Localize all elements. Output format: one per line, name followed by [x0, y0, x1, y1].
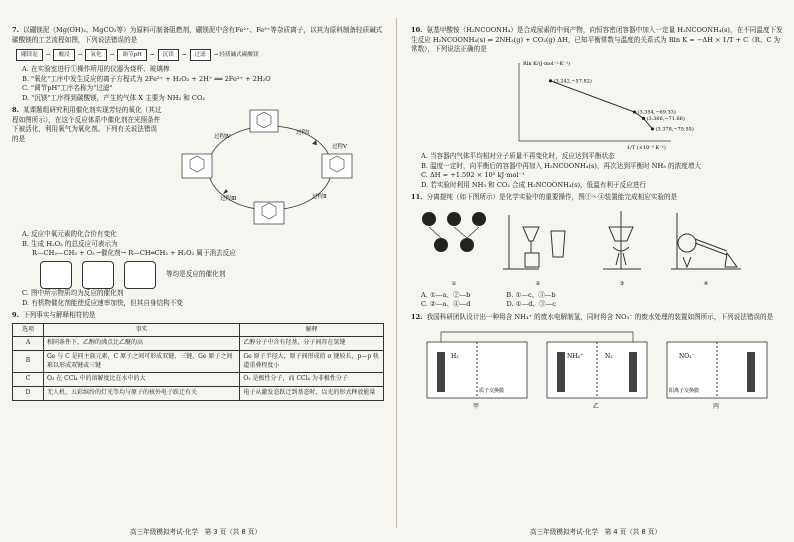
- data-point: [642, 116, 645, 119]
- table-header: 解释: [240, 323, 384, 337]
- apparatus-label: ②: [535, 281, 541, 288]
- data-point: [549, 79, 552, 82]
- cycle-label: 过程Ⅳ: [214, 134, 231, 141]
- option-b: B. 温度一定时，向平衡后的容器中再加入 H₂NCOONH₄(s)，再次达到平衡时 NH₃ 的浓度增大: [421, 161, 702, 170]
- table-row: [13, 351, 384, 373]
- apparatus-figures: [415, 207, 786, 289]
- membrane-label: 阳离子交换膜: [669, 388, 700, 395]
- apparatus-label: ①: [451, 281, 457, 288]
- option-d: D. ①—d、③—c: [506, 300, 556, 309]
- table-cell: Ge 原子半径大，原子间形成的 σ 键较长，p—p 轨道重叠程度小: [240, 351, 384, 373]
- table-cell: A: [13, 337, 44, 351]
- table-cell: C: [13, 373, 44, 387]
- cell-species-label: NO₃⁻: [679, 353, 695, 361]
- option-c: C. "调节pH"工序名称为"过滤": [22, 84, 113, 93]
- data-point: [651, 127, 654, 130]
- structure-image: [40, 261, 72, 289]
- question-9: [12, 311, 387, 321]
- catalyst-structures-row: [40, 261, 387, 289]
- option-b: B. ①—c、③—b: [506, 290, 556, 299]
- option-c: C. ΔH = +1.592 × 10⁵ kJ·mol⁻¹: [421, 171, 525, 180]
- option-b: B. "氧化"工序中发生反应的离子方程式为 2Fe²⁺ + H₂O₂ + 2H⁺ ══ 2Fe³⁺ + 2H₂O: [22, 74, 271, 83]
- option-c: C. 图中所示物质均为反应的催化剂: [22, 289, 124, 298]
- flow-step: 沉镁: [158, 49, 179, 61]
- x-axis-label: 1/T (×10⁻³ K⁻¹): [627, 144, 666, 151]
- cell-species-label: H₂: [451, 353, 459, 361]
- catalyst-structure-bottom: [254, 202, 284, 224]
- process-flow-diagram: 硼镁泥 → 酸浸 → 氧化 → 调节pH → 沉镁 → 过滤 → 轻质碱式碳酸镁: [14, 49, 387, 61]
- table-cell: 相同条件下，乙醇的沸点比乙醚的高: [44, 337, 240, 351]
- reaction-equation: R—CH₂—CH₃ + O₂ ─催化剂→ R—CH═CH₂ + H₂O₂ 属于消去反应: [32, 249, 236, 258]
- flow-step: 氧化: [85, 49, 106, 61]
- apparatus-3: [583, 207, 661, 289]
- flow-step: 酸浸: [53, 49, 74, 61]
- data-point-label: (3.378,−75.55): [655, 126, 694, 133]
- table-cell: D: [13, 387, 44, 401]
- apparatus-4: [667, 207, 745, 289]
- table-cell: O₃ 在 CCl₄ 中的溶解度比在水中的大: [44, 373, 240, 387]
- option-b: B. 生成 H₂O₂ 的总反应可表示为: [22, 239, 118, 248]
- question-number: 9.: [12, 311, 19, 320]
- options-row: [421, 291, 786, 301]
- membrane-label: 质子交换膜: [479, 388, 505, 395]
- option-a: A. ①—a、②—b: [421, 290, 471, 299]
- cycle-label: 过程Ⅲ: [220, 196, 237, 203]
- cycle-label: 过程Ⅰ: [296, 130, 310, 137]
- electrolysis-cell-diagram: [417, 328, 777, 410]
- cell-label: 甲: [473, 403, 480, 411]
- question-stem: 下列事实与解释相符的是: [23, 311, 96, 320]
- fact-explanation-table: [12, 323, 384, 401]
- catalyst-structure-right: [322, 154, 352, 178]
- electrode: [747, 352, 755, 392]
- option-a: A. 反应中氧元素的化合价有变化: [22, 230, 117, 239]
- apparatus-label: ③: [619, 281, 625, 288]
- electrode: [629, 352, 637, 392]
- question-11: [411, 193, 786, 203]
- table-header-row: [13, 323, 384, 337]
- option-d: D. "沉镁"工序得到碳酸镁，产生的气体 X 主要为 NH₃ 和 CO₂: [22, 93, 206, 102]
- question-8: [12, 106, 387, 228]
- flow-step: 硼镁泥: [16, 49, 43, 61]
- question-stem: 某课题组研究利用催化剂实现芳烃的氧化（其过程如图所示），在这个反应体系中催化剂在光照条件下被活化，利用氧气为氧化剂。下列有关说法错误的是: [12, 106, 162, 144]
- electrode: [557, 352, 565, 392]
- data-point-label: (3.354,−69.33): [637, 109, 676, 116]
- wire: [441, 332, 633, 342]
- apparatus-1: [415, 207, 493, 289]
- cell-species-label: NH₄⁺: [567, 353, 584, 361]
- electrode: [437, 352, 445, 392]
- flow-step: 过滤: [190, 49, 211, 61]
- catalyst-structure-left: [182, 154, 212, 178]
- question-stem: 氨基甲酸铵（H₂NCOONH₄）是合成尿素的中间产物，向恒容密闭容器中加入一定量 H₂NCOONH₄(s)，在不同温度下发生反应 H₂NCOONH₄(s) ⇌ 2NH₃(g) + CO₂(g) ΔH，已知平衡常数与温度的关系式为 Rln K = −ΔH × 1/T + C（R、C 为常数），下列说法正确的是: [411, 26, 783, 54]
- question-stem: 以硼镁泥（Mg(OH)₂、MgCO₃等）为原料可制备阻燃剂，硼镁泥中含有Fe²⁺、Fe³⁺等杂质离子，以其为原料制备轻质碱式碳酸镁的工艺流程如图，下列说法错误的是: [12, 26, 383, 44]
- question-stem: 分离提纯（如下图所示）是化学实验中的重要操作，图①～④装置能完成相应实验的是: [426, 193, 678, 202]
- page-footer-left: 高三年级模拟考试·化学 第 3 页（共 8 页）: [130, 528, 261, 536]
- table-cell: 无人机、五彩缤纷的灯光等均与原子的核外电子跃迁有关: [44, 387, 240, 401]
- cycle-label: 过程Ⅴ: [332, 144, 347, 151]
- table-header: 事实: [44, 323, 240, 337]
- question-7: [12, 26, 387, 45]
- table-cell: 电子从激发态跃迁到基态时，以光的形式释放能量: [240, 387, 384, 401]
- question-number: 11.: [411, 193, 423, 202]
- option-d: D. 若实验时利用 NH₃ 和 CO₂ 合成 H₂NCOONH₄(s)，低温有利于反应进行: [421, 180, 646, 189]
- question-number: 7.: [12, 26, 19, 34]
- structures-note: 等均是反应的催化剂: [166, 270, 226, 279]
- catalytic-cycle-diagram: [162, 106, 377, 228]
- structure-image: [82, 261, 114, 289]
- question-number: 10.: [411, 26, 423, 34]
- flow-product: 轻质碱式碳酸镁: [219, 52, 259, 59]
- data-point-label: (3.242,−57.82): [553, 77, 592, 84]
- cell-label: 丙: [713, 403, 720, 411]
- catalyst-structure-top: [250, 110, 278, 132]
- page-footer-right: 高三年级模拟考试·化学 第 4 页（共 8 页）: [530, 528, 661, 536]
- option-d: D. 有机物催化剂能使反应速率加快，但其自身结构不变: [22, 298, 183, 307]
- table-cell: O₃ 是极性分子，而 CCl₄ 为非极性分子: [240, 373, 384, 387]
- table-cell: B: [13, 351, 44, 373]
- table-cell: 乙醇分子中含有羟基，分子间存在氢键: [240, 337, 384, 351]
- table-header: 选项: [13, 323, 44, 337]
- cell-species-label: N₂: [605, 353, 613, 361]
- data-point: [633, 110, 636, 113]
- options-row: [421, 300, 786, 310]
- flow-step: 调节pH: [117, 49, 147, 61]
- question-10: [411, 26, 786, 55]
- table-row: [13, 373, 384, 387]
- table-row: [13, 337, 384, 351]
- cycle-label: 过程Ⅱ: [312, 194, 327, 201]
- question-stem: 我国科研团队设计出一种将含 NH₄⁺ 的废水电解制氢，同时将含 NO₃⁻ 的废水处理的装置如图所示，下列说法错误的是: [426, 312, 774, 321]
- data-point-label: (3.366,−71.66): [646, 115, 685, 122]
- table-row: [13, 387, 384, 401]
- table-cell: Ge 与 C 是同主族元素，C 原子之间可形成双键、三键，Ge 原子之间难以形成双键或三键: [44, 351, 240, 373]
- question-number: 8.: [12, 106, 19, 115]
- rlnk-vs-inverse-t-chart: [499, 57, 694, 151]
- structure-image: [124, 261, 156, 289]
- apparatus-label: ④: [703, 281, 709, 288]
- question-12: [411, 313, 786, 323]
- option-a: A. 在实验室进行①操作所用的仪器为烧杯、玻璃棒: [22, 65, 170, 74]
- option-a: A. 当容器内气体平均相对分子质量不再变化时，反应达到平衡状态: [421, 152, 615, 161]
- y-axis-label: Rln K/(J·mol⁻¹·K⁻¹): [523, 60, 571, 67]
- data-line: [551, 80, 653, 128]
- cell-label: 乙: [593, 403, 600, 411]
- option-c: C. ②—a、④—d: [421, 300, 471, 309]
- exam-page-4: [397, 0, 794, 542]
- apparatus-2: [499, 207, 577, 289]
- question-number: 12.: [411, 312, 423, 321]
